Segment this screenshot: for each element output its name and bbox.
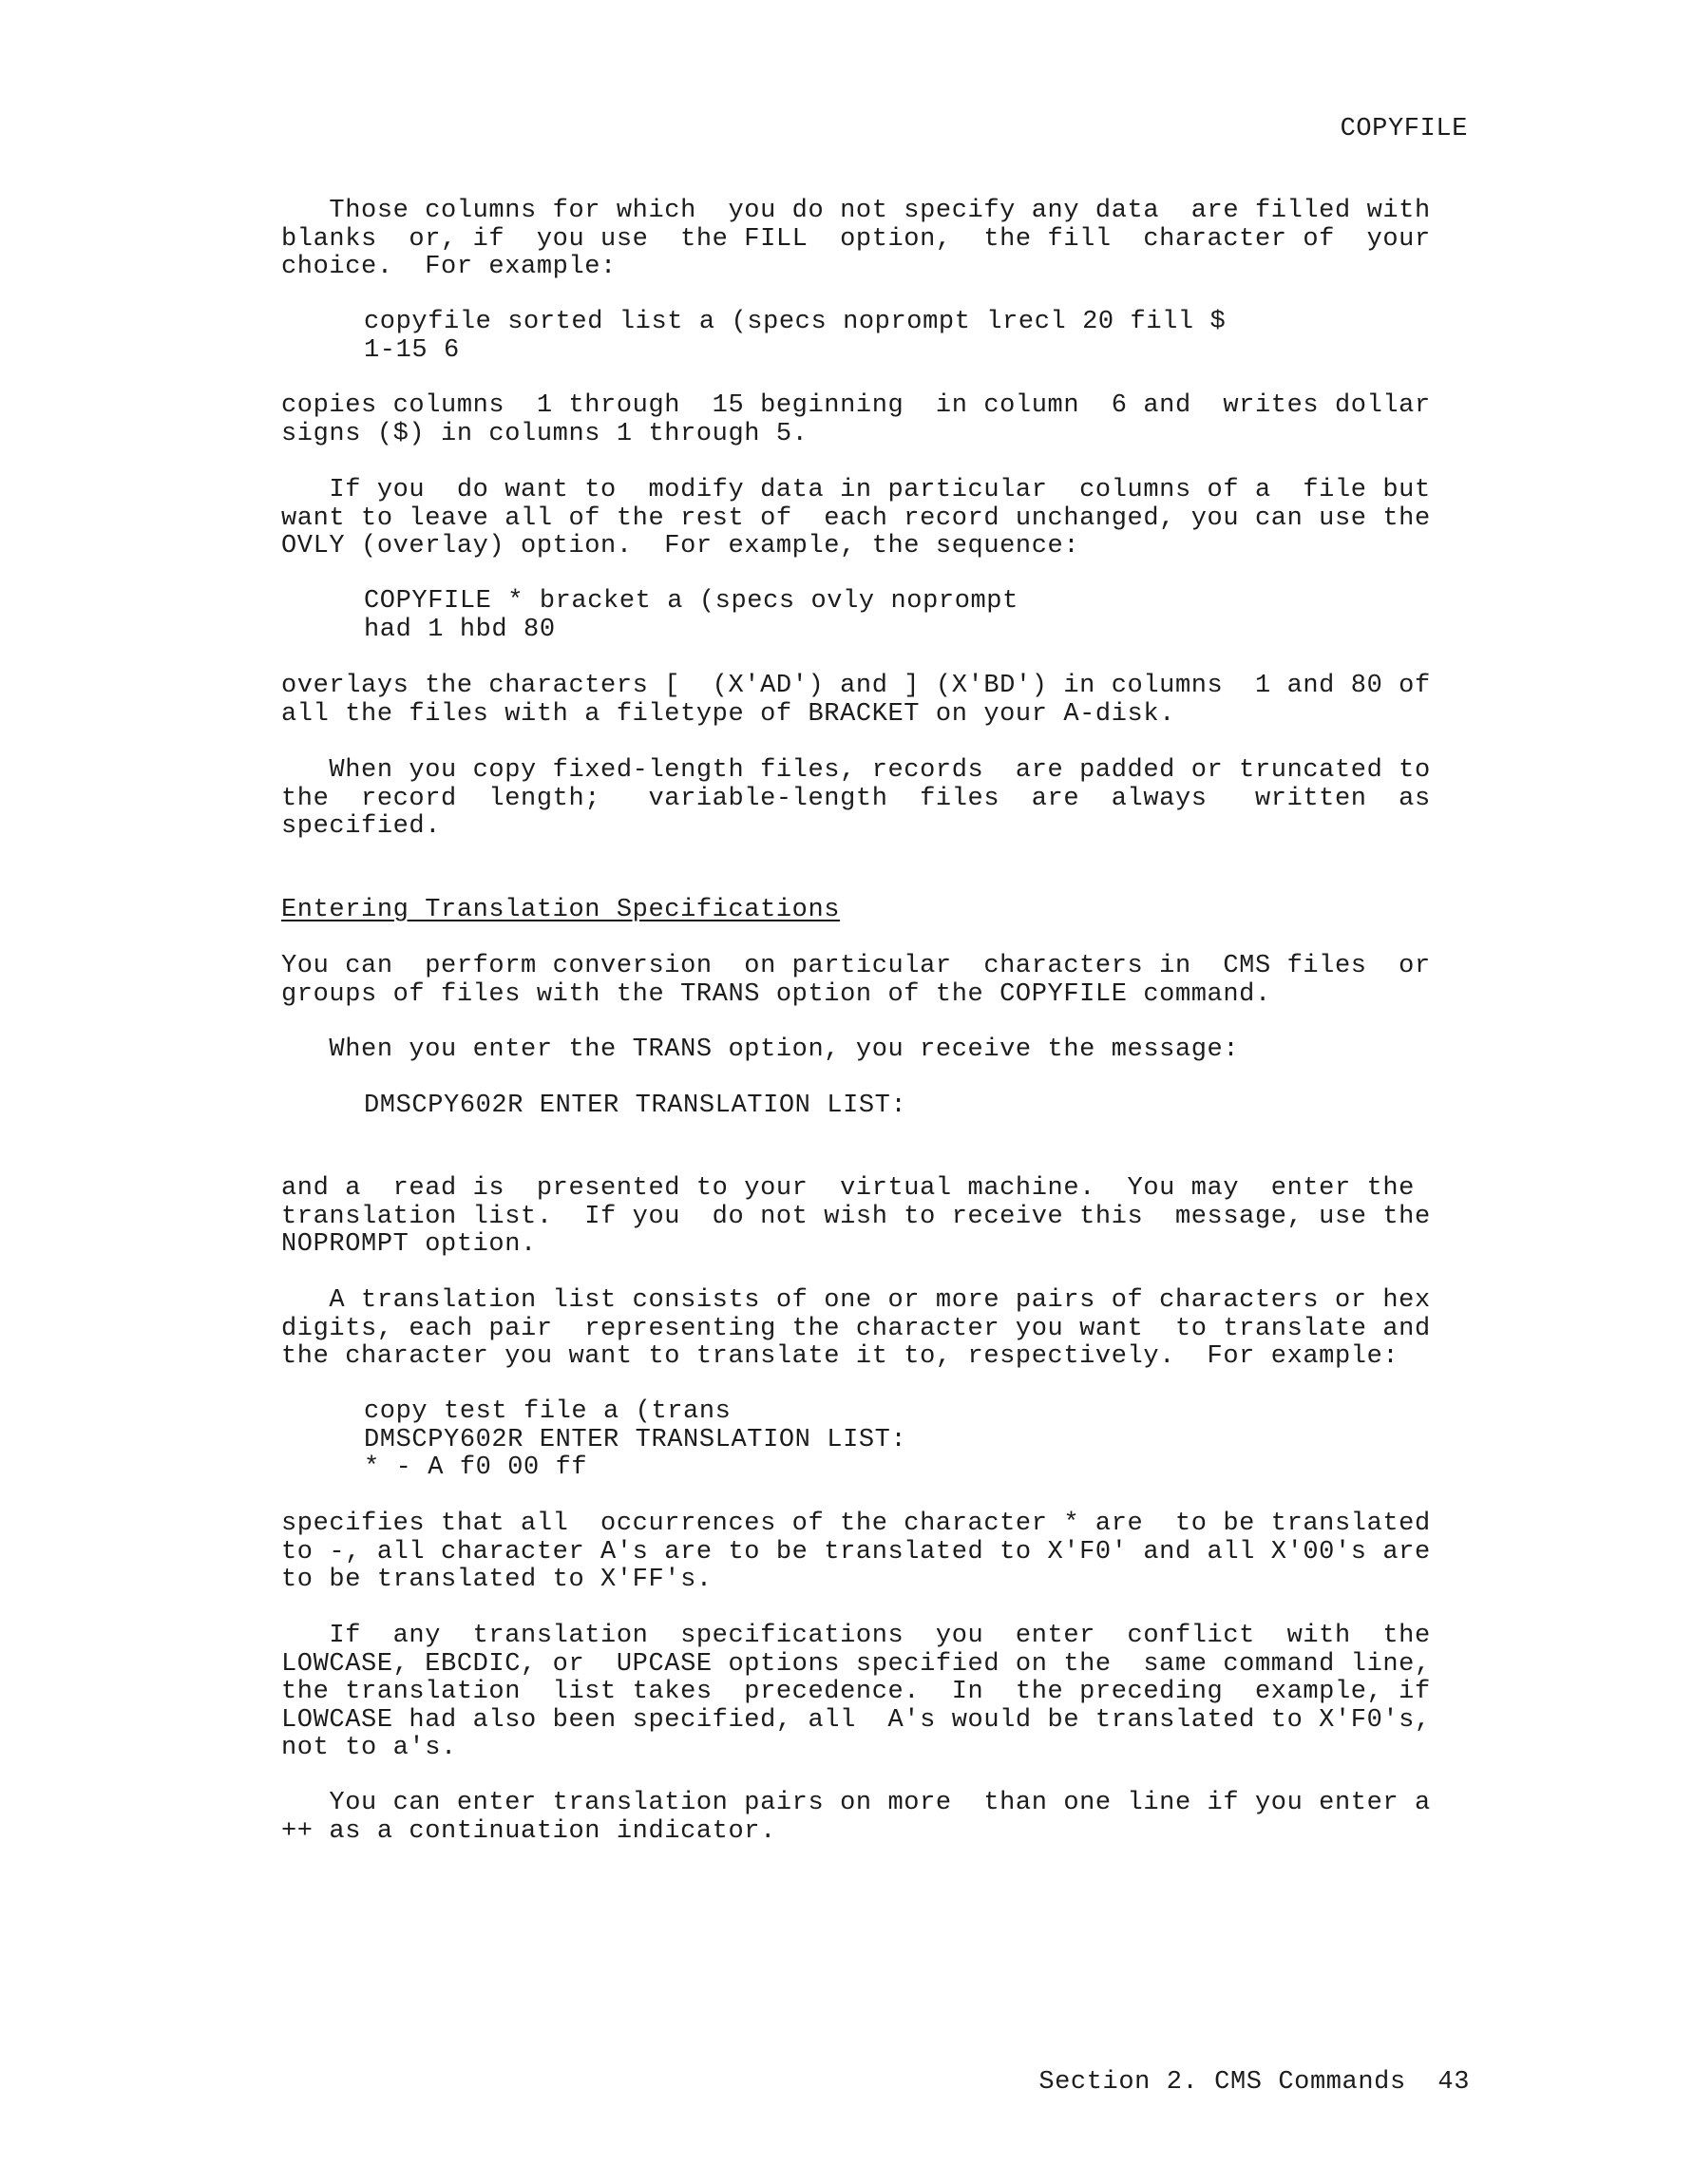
paragraph-fixed-length: When you copy fixed-length files, records are padded or truncated to the record length; variable-length files are always written as specified. <box>281 756 1431 841</box>
paragraph-trans-intro: You can perform conversion on particular characters in CMS files or groups of files with the TRANS option of the COPYFILE command. <box>281 952 1431 1009</box>
paragraph-ovly-intro: If you do want to modify data in particular columns of a file but want to leave all of the rest of each record unchanged, you can use the OVLY (overlay) option. For example, the sequence: <box>281 476 1431 560</box>
paragraph-translation-list: A translation list consists of one or more pairs of characters or hex digits, each pair representing the character you want to translate and the character you want to translate it to, respectively. For example: <box>281 1286 1431 1371</box>
paragraph-conflict: If any translation specifications you enter conflict with the LOWCASE, EBCDIC, or UPCASE options specified on the same command line, the translation list takes precedence. In the preceding example, if LOWCASE had also been specified, all A's would be translated to X'F0's, not to a's. <box>281 1622 1431 1762</box>
code-example-message: DMSCPY602R ENTER TRANSLATION LIST: <box>364 1092 907 1120</box>
section-heading: Entering Translation Specifications <box>281 896 841 924</box>
paragraph-fill-explanation: copies columns 1 through 15 beginning in column 6 and writes dollar signs ($) in columns 1 through 5. <box>281 391 1431 448</box>
running-header: COPYFILE <box>1340 115 1468 143</box>
page-footer <box>1038 2069 1470 2098</box>
code-example-trans: copy test file a (trans DMSCPY602R ENTER TRANSLATION LIST: * - A f0 00 ff <box>364 1397 907 1482</box>
paragraph-fill-intro: Those columns for which you do not specify any data are filled with blanks or, if you use the FILL option, the fill character of your choice. For example: <box>281 197 1431 281</box>
page-number: 43 <box>1437 2068 1470 2097</box>
code-example-ovly: COPYFILE * bracket a (specs ovly noprompt had 1 hbd 80 <box>364 587 1018 644</box>
paragraph-continuation: You can enter translation pairs on more than one line if you enter a ++ as a continuation indicator. <box>281 1789 1431 1846</box>
footer-section-label: Section 2. CMS Commands <box>1038 2068 1406 2097</box>
code-example-fill: copyfile sorted list a (specs noprompt lrecl 20 fill $ 1-15 6 <box>364 308 1227 365</box>
paragraph-ovly-explanation: overlays the characters [ (X'AD') and ] (X'BD') in columns 1 and 80 of all the files with a filetype of BRACKET on your A-disk. <box>281 672 1431 729</box>
paragraph-trans-enter: When you enter the TRANS option, you receive the message: <box>281 1035 1240 1064</box>
paragraph-trans-explanation: specifies that all occurrences of the character * are to be translated to -, all character A's are to be translated to X'F0' and all X'00's are to be translated to X'FF's. <box>281 1510 1431 1594</box>
paragraph-read-presented: and a read is presented to your virtual machine. You may enter the translation list. If you do not wish to receive this message, use the NOPROMPT option. <box>281 1174 1431 1259</box>
